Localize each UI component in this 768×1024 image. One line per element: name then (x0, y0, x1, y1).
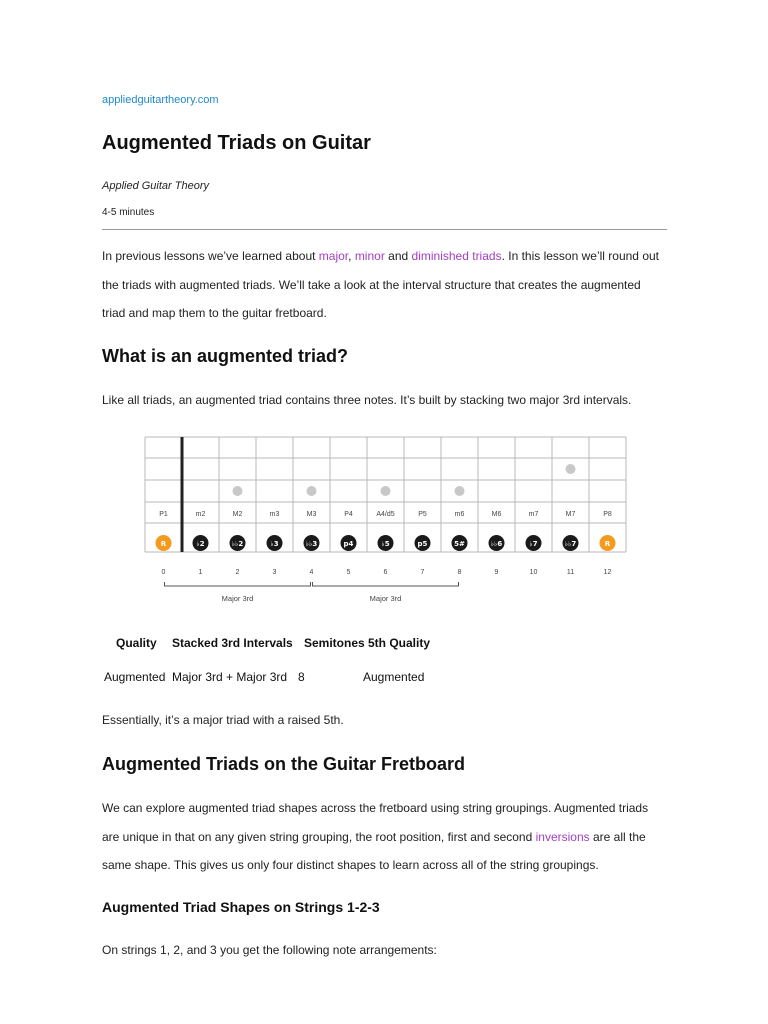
intro-paragraph (102, 242, 667, 328)
divider (102, 229, 667, 230)
note-label: ♭3 (270, 540, 279, 548)
interval-label: P4 (344, 511, 353, 518)
note-label: ♭♭2 (231, 540, 244, 548)
fret-number: 7 (420, 569, 425, 576)
table-cell-stacked: Major 3rd + Major 3rd (172, 670, 288, 684)
section3-paragraph: On strings 1, 2, and 3 you get the following note arrangements: (102, 943, 437, 957)
bracket-label: Major 3rd (221, 594, 254, 603)
note-label: R (160, 540, 167, 548)
interval-label: P5 (418, 511, 427, 518)
interval-label: A4/d5 (376, 511, 395, 518)
fret-marker-dot (455, 486, 465, 496)
table-cell-fifth: Augmented (363, 670, 425, 684)
interval-label: P1 (159, 511, 168, 518)
table-header-quality: Quality (116, 636, 157, 650)
section2-paragraph (102, 794, 667, 880)
table-cell-quality: Augmented (104, 670, 166, 684)
section-heading-what-is: What is an augmented triad? (102, 346, 349, 366)
interval-bracket (165, 582, 311, 586)
interval-label: M7 (565, 511, 576, 518)
interval-label: P8 (603, 511, 612, 518)
note-label: ♭♭3 (305, 540, 318, 548)
note-label: ♭♭7 (564, 540, 577, 548)
link-inversions[interactable]: inversions (535, 829, 590, 844)
fret-marker-dot (233, 486, 243, 496)
section-heading-fretboard: Augmented Triads on the Guitar Fretboard (102, 754, 466, 774)
fretboard-svg (142, 434, 628, 610)
table-cell-semitones: 8 (298, 670, 305, 684)
note-label: ♭5 (381, 540, 390, 548)
fret-number: 0 (161, 569, 166, 576)
interval-label: m7 (528, 511, 539, 518)
note-label: ♭7 (529, 540, 538, 548)
fret-number: 4 (309, 569, 314, 576)
table-header-fifth: 5th Quality (368, 636, 431, 650)
fret-number: 3 (272, 569, 277, 576)
fret-marker-dot (381, 486, 391, 496)
fret-marker-dot (307, 486, 317, 496)
section2-text: We can explore augmented triad shapes across the fretboard using string groupings. Augmented triads are unique in that on any given string grouping, the root position, first and second (102, 801, 649, 844)
fret-number: 6 (383, 569, 388, 576)
interval-label: M6 (491, 511, 502, 518)
fret-number: 9 (494, 569, 499, 576)
note-label: p5 (417, 540, 428, 548)
note-label: 5# (454, 540, 465, 548)
note-label: ♭♭6 (490, 540, 503, 548)
interval-label: M3 (306, 511, 317, 518)
fret-number: 8 (457, 569, 462, 576)
intro-text: and (384, 249, 412, 263)
fret-number: 2 (235, 569, 240, 576)
fret-number: 5 (346, 569, 351, 576)
after-table-paragraph: Essentially, it’s a major triad with a raised 5th. (102, 713, 344, 727)
author-name: Applied Guitar Theory (102, 180, 209, 192)
link-minor[interactable]: minor (354, 249, 385, 263)
section-heading-strings-123: Augmented Triad Shapes on Strings 1-2-3 (102, 899, 380, 915)
page-title: Augmented Triads on Guitar (102, 132, 371, 154)
site-link[interactable]: appliedguitartheory.com (102, 94, 219, 106)
section1-paragraph: Like all triads, an augmented triad contains three notes. It’s built by stacking two major 3rd intervals. (102, 393, 632, 407)
section2-text: are all the same shape. This gives us only four distinct shapes to learn across all of the string groupings. (102, 829, 646, 872)
table-header-semitones: Semitones (304, 636, 365, 650)
table-header-stacked: Stacked 3rd Intervals (172, 636, 293, 650)
fretboard-diagram (142, 434, 628, 610)
note-label: p4 (343, 540, 354, 548)
fret-number: 1 (198, 569, 203, 576)
intro-text: , (348, 249, 355, 263)
fret-number: 11 (566, 569, 575, 576)
bracket-label: Major 3rd (369, 594, 402, 603)
link-diminished-triads[interactable]: diminished triads (411, 249, 502, 263)
interval-bracket (313, 582, 459, 586)
note-label: R (604, 540, 611, 548)
interval-label: m2 (195, 511, 206, 518)
note-label: ♭2 (196, 540, 205, 548)
intro-text: In previous lessons we’ve learned about (102, 249, 319, 263)
link-major[interactable]: major (318, 249, 349, 263)
intro-text: . In this lesson we’ll round out the triads with augmented triads. We’ll take a look at the interval structure that creates the augmented triad and map them to the guitar fretboard. (102, 249, 659, 320)
fret-number: 12 (603, 569, 612, 576)
read-time: 4-5 minutes (102, 207, 155, 218)
fret-number: 10 (529, 569, 538, 576)
interval-label: m6 (454, 511, 465, 518)
interval-label: m3 (269, 511, 280, 518)
interval-label: M2 (232, 511, 243, 518)
fret-marker-dot (566, 464, 576, 474)
